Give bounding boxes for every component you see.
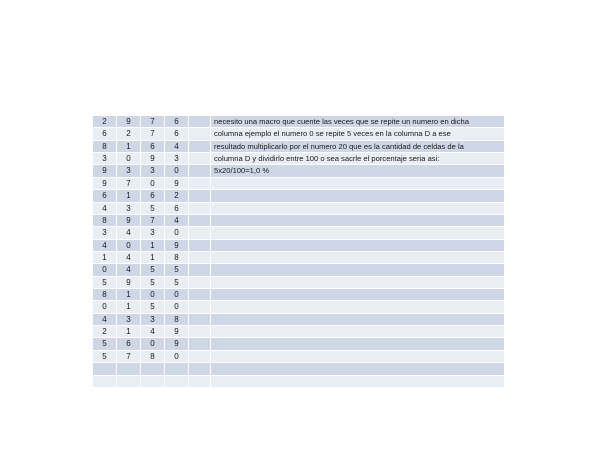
table-cell-col-b[interactable]: 2 [117,128,141,140]
table-cell-col-a[interactable]: 1 [93,252,117,264]
table-cell-note-column[interactable]: necesito una macro que cuente las veces que se repite un numero en dicha [211,116,505,128]
table-cell-col-a[interactable]: 6 [93,190,117,202]
table-cell-col-c[interactable]: 3 [141,165,165,177]
table-cell-note-column[interactable]: columna D y dividirlo entre 100 o sea sacrle el porcentaje seria asi: [211,153,505,165]
table-cell-col-b[interactable]: 1 [117,289,141,301]
table-cell-col-b[interactable]: 7 [117,351,141,363]
table-cell-col-b[interactable]: 1 [117,141,141,153]
table-cell-col-e[interactable] [189,338,211,350]
table-cell-col-a[interactable]: 9 [93,178,117,190]
table-cell-note-column[interactable] [211,252,505,264]
table-cell-col-d[interactable]: 4 [165,215,189,227]
table-cell-note-column[interactable] [211,363,505,375]
table-cell-col-a[interactable]: 5 [93,277,117,289]
table-cell-col-b[interactable]: 4 [117,227,141,239]
table-cell-col-e[interactable] [189,190,211,202]
table-cell-col-d[interactable]: 6 [165,116,189,128]
table-cell-col-e[interactable] [189,277,211,289]
table-cell-col-d[interactable]: 8 [165,252,189,264]
table-cell-col-d[interactable]: 9 [165,178,189,190]
table-cell-col-b[interactable]: 3 [117,165,141,177]
table-cell-col-d[interactable]: 5 [165,277,189,289]
table-cell-col-a[interactable] [93,376,117,388]
table-cell-col-b[interactable]: 9 [117,215,141,227]
table-grid [93,116,505,388]
table-cell-col-e[interactable] [189,240,211,252]
table-cell-col-a[interactable]: 8 [93,141,117,153]
table-cell-col-c[interactable]: 9 [141,153,165,165]
table-cell-col-e[interactable] [189,289,211,301]
table-cell-note-column[interactable] [211,301,505,313]
table-cell-col-c[interactable]: 5 [141,301,165,313]
table-cell-col-e[interactable] [189,116,211,128]
table-cell-col-a[interactable]: 3 [93,153,117,165]
table-cell-col-b[interactable]: 6 [117,338,141,350]
table-cell-col-d[interactable]: 6 [165,203,189,215]
table-cell-col-d[interactable]: 9 [165,326,189,338]
table-cell-col-b[interactable]: 1 [117,301,141,313]
table-cell-col-c[interactable]: 6 [141,190,165,202]
table-cell-col-d[interactable]: 0 [165,301,189,313]
table-cell-note-column[interactable] [211,227,505,239]
table-cell-col-d[interactable]: 4 [165,141,189,153]
table-cell-note-column[interactable] [211,338,505,350]
table-cell-col-d[interactable]: 9 [165,240,189,252]
table-cell-col-a[interactable]: 0 [93,301,117,313]
table-cell-col-a[interactable]: 2 [93,326,117,338]
table-cell-col-b[interactable]: 9 [117,116,141,128]
table-cell-note-column[interactable]: resultado multiplicarlo por el numero 20 que es la cantidad de celdas de la [211,141,505,153]
table-cell-col-c[interactable]: 5 [141,264,165,276]
table-cell-col-c[interactable]: 8 [141,351,165,363]
table-cell-col-a[interactable]: 9 [93,165,117,177]
table-cell-col-c[interactable] [141,363,165,375]
table-cell-col-c[interactable]: 1 [141,252,165,264]
table-cell-note-column[interactable]: 5x20/100=1,0 % [211,165,505,177]
table-cell-col-b[interactable]: 7 [117,178,141,190]
table-cell-col-e[interactable] [189,376,211,388]
table-cell-col-b[interactable]: 0 [117,153,141,165]
table-cell-col-d[interactable]: 0 [165,165,189,177]
table-cell-col-e[interactable] [189,165,211,177]
table-cell-col-a[interactable]: 4 [93,240,117,252]
table-cell-col-d[interactable]: 0 [165,351,189,363]
table-cell-col-a[interactable]: 8 [93,215,117,227]
table-cell-col-a[interactable]: 5 [93,351,117,363]
table-cell-col-d[interactable] [165,363,189,375]
table-cell-note-column[interactable] [211,376,505,388]
table-cell-col-c[interactable]: 0 [141,289,165,301]
table-cell-note-column[interactable]: columna ejemplo el numero 0 se repite 5 veces en la columna D a ese [211,128,505,140]
table-cell-col-b[interactable]: 3 [117,314,141,326]
table-cell-col-d[interactable] [165,376,189,388]
table-cell-note-column[interactable] [211,215,505,227]
table-cell-col-e[interactable] [189,326,211,338]
table-cell-col-b[interactable]: 4 [117,264,141,276]
table-cell-col-e[interactable] [189,215,211,227]
table-cell-note-column[interactable] [211,190,505,202]
table-cell-col-c[interactable]: 4 [141,326,165,338]
table-cell-col-d[interactable]: 0 [165,227,189,239]
table-cell-col-c[interactable]: 7 [141,128,165,140]
table-cell-note-column[interactable] [211,240,505,252]
table-cell-col-c[interactable]: 3 [141,227,165,239]
table-cell-col-b[interactable]: 9 [117,277,141,289]
table-cell-col-a[interactable]: 3 [93,227,117,239]
table-cell-note-column[interactable] [211,314,505,326]
table-cell-note-column[interactable] [211,264,505,276]
table-cell-col-e[interactable] [189,264,211,276]
table-cell-col-d[interactable]: 0 [165,289,189,301]
table-cell-col-c[interactable] [141,376,165,388]
table-cell-col-e[interactable] [189,128,211,140]
table-cell-col-b[interactable]: 1 [117,190,141,202]
table-cell-col-a[interactable]: 5 [93,338,117,350]
table-cell-note-column[interactable] [211,203,505,215]
table-cell-col-c[interactable]: 0 [141,178,165,190]
table-cell-col-e[interactable] [189,178,211,190]
table-cell-col-a[interactable]: 4 [93,314,117,326]
table-cell-col-a[interactable]: 4 [93,203,117,215]
table-cell-col-c[interactable]: 7 [141,215,165,227]
table-cell-note-column[interactable] [211,178,505,190]
table-cell-col-b[interactable] [117,376,141,388]
table-cell-col-d[interactable]: 9 [165,338,189,350]
table-cell-note-column[interactable] [211,351,505,363]
table-cell-col-a[interactable]: 8 [93,289,117,301]
table-cell-col-c[interactable]: 1 [141,240,165,252]
table-cell-col-e[interactable] [189,153,211,165]
table-cell-col-d[interactable]: 5 [165,264,189,276]
table-cell-col-b[interactable]: 4 [117,252,141,264]
table-cell-col-b[interactable]: 1 [117,326,141,338]
table-cell-note-column[interactable] [211,289,505,301]
table-cell-col-b[interactable]: 0 [117,240,141,252]
table-cell-col-e[interactable] [189,252,211,264]
table-cell-col-e[interactable] [189,314,211,326]
table-cell-col-a[interactable]: 6 [93,128,117,140]
spreadsheet-table [93,116,505,388]
table-cell-col-d[interactable]: 2 [165,190,189,202]
table-cell-col-a[interactable]: 0 [93,264,117,276]
table-cell-col-e[interactable] [189,141,211,153]
table-cell-col-c[interactable]: 5 [141,277,165,289]
table-cell-note-column[interactable] [211,326,505,338]
table-cell-col-c[interactable]: 0 [141,338,165,350]
table-cell-col-c[interactable]: 5 [141,203,165,215]
table-cell-col-b[interactable] [117,363,141,375]
table-cell-col-c[interactable]: 3 [141,314,165,326]
table-cell-col-d[interactable]: 6 [165,128,189,140]
table-cell-col-e[interactable] [189,203,211,215]
table-cell-col-a[interactable] [93,363,117,375]
table-cell-col-e[interactable] [189,351,211,363]
table-cell-col-d[interactable]: 8 [165,314,189,326]
table-cell-col-a[interactable]: 2 [93,116,117,128]
table-cell-col-e[interactable] [189,363,211,375]
table-cell-col-c[interactable]: 6 [141,141,165,153]
table-cell-col-b[interactable]: 3 [117,203,141,215]
table-cell-col-d[interactable]: 3 [165,153,189,165]
table-cell-note-column[interactable] [211,277,505,289]
table-cell-col-c[interactable]: 7 [141,116,165,128]
table-cell-col-e[interactable] [189,227,211,239]
table-cell-col-e[interactable] [189,301,211,313]
